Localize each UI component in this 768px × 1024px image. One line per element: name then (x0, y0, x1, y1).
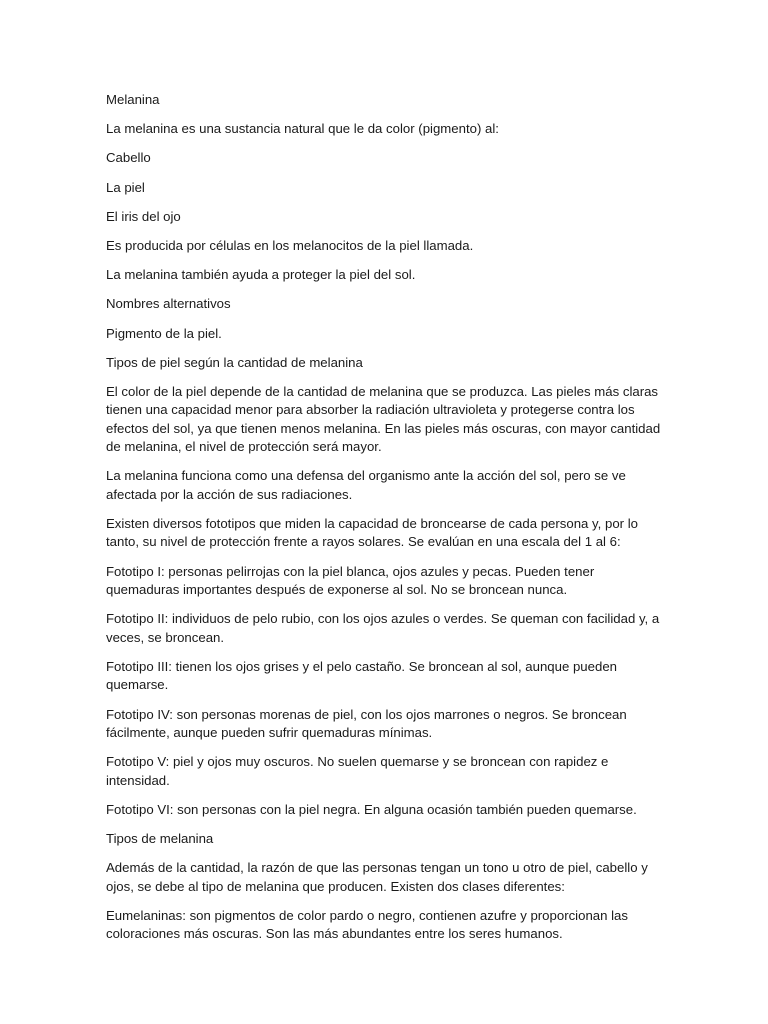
list-item: La piel (106, 179, 145, 195)
paragraph: La melanina es una sustancia natural que le da color (pigmento) al: (106, 121, 499, 137)
phototype-item: Fototipo II: individuos de pelo rubio, con los ojos azules o verdes. Se queman con facilidad y, a veces, se broncean. (106, 611, 660, 645)
phototype-item: Fototipo III: tienen los ojos grises y el pelo castaño. Se broncean al sol, aunque pueden quemarse. (106, 658, 617, 693)
paragraph: Existen diversos fototipos que miden la capacidad de broncearse de cada persona y, por lo tanto, su nivel de protección frente a rayos solares. Se evalúan en una escala del 1 al 6: (106, 516, 638, 550)
paragraph: El color de la piel depende de la cantidad de melanina que se produzca. Las pieles más claras tienen una capacidad menor para absorber la radiación ultravioleta y protegerse contra los efectos del sol, ya que tienen menos melanina. En las pieles más oscuras, con mayor cantidad de melanina, el nivel de protección será mayor. (106, 384, 661, 455)
paragraph: La melanina también ayuda a proteger la piel del sol. (106, 267, 416, 283)
phototype-item: Fototipo IV: son personas morenas de piel, con los ojos marrones o negros. Se broncean fácilmente, aunque pueden sufrir quemaduras mínimas. (106, 706, 627, 740)
paragraph: Pigmento de la piel. (106, 325, 222, 341)
phototype-item: Fototipo I: personas pelirrojas con la piel blanca, ojos azules y pecas. Pueden tener quemaduras importantes después de exponerse al sol. No se broncean nunca. (106, 563, 595, 598)
list-item: El iris del ojo (106, 208, 181, 224)
phototype-item: Fototipo VI: son personas con la piel negra. En alguna ocasión también pueden quemarse. (106, 801, 637, 817)
document-body (106, 91, 666, 954)
paragraph: Además de la cantidad, la razón de que las personas tengan un tono u otro de piel, cabello y ojos, se debe al tipo de melanina que producen. Existen dos clases diferentes: (106, 860, 648, 894)
section-heading: Tipos de piel según la cantidad de melanina (106, 354, 363, 370)
paragraph: La melanina funciona como una defensa del organismo ante la acción del sol, pero se ve afectada por la acción de sus radiaciones. (106, 468, 626, 502)
paragraph: Eumelaninas: son pigmentos de color pardo o negro, contienen azufre y proporcionan las coloraciones más oscuras. Son las más abundantes entre los seres humanos. (106, 907, 628, 942)
document-title: Melanina (106, 92, 160, 107)
section-heading: Tipos de melanina (106, 830, 214, 846)
list-item: Cabello (106, 150, 151, 166)
paragraph: Es producida por células en los melanocitos de la piel llamada. (106, 238, 474, 254)
phototype-item: Fototipo V: piel y ojos muy oscuros. No suelen quemarse y se broncean con rapidez e intensidad. (106, 754, 609, 788)
section-heading: Nombres alternativos (106, 296, 231, 312)
